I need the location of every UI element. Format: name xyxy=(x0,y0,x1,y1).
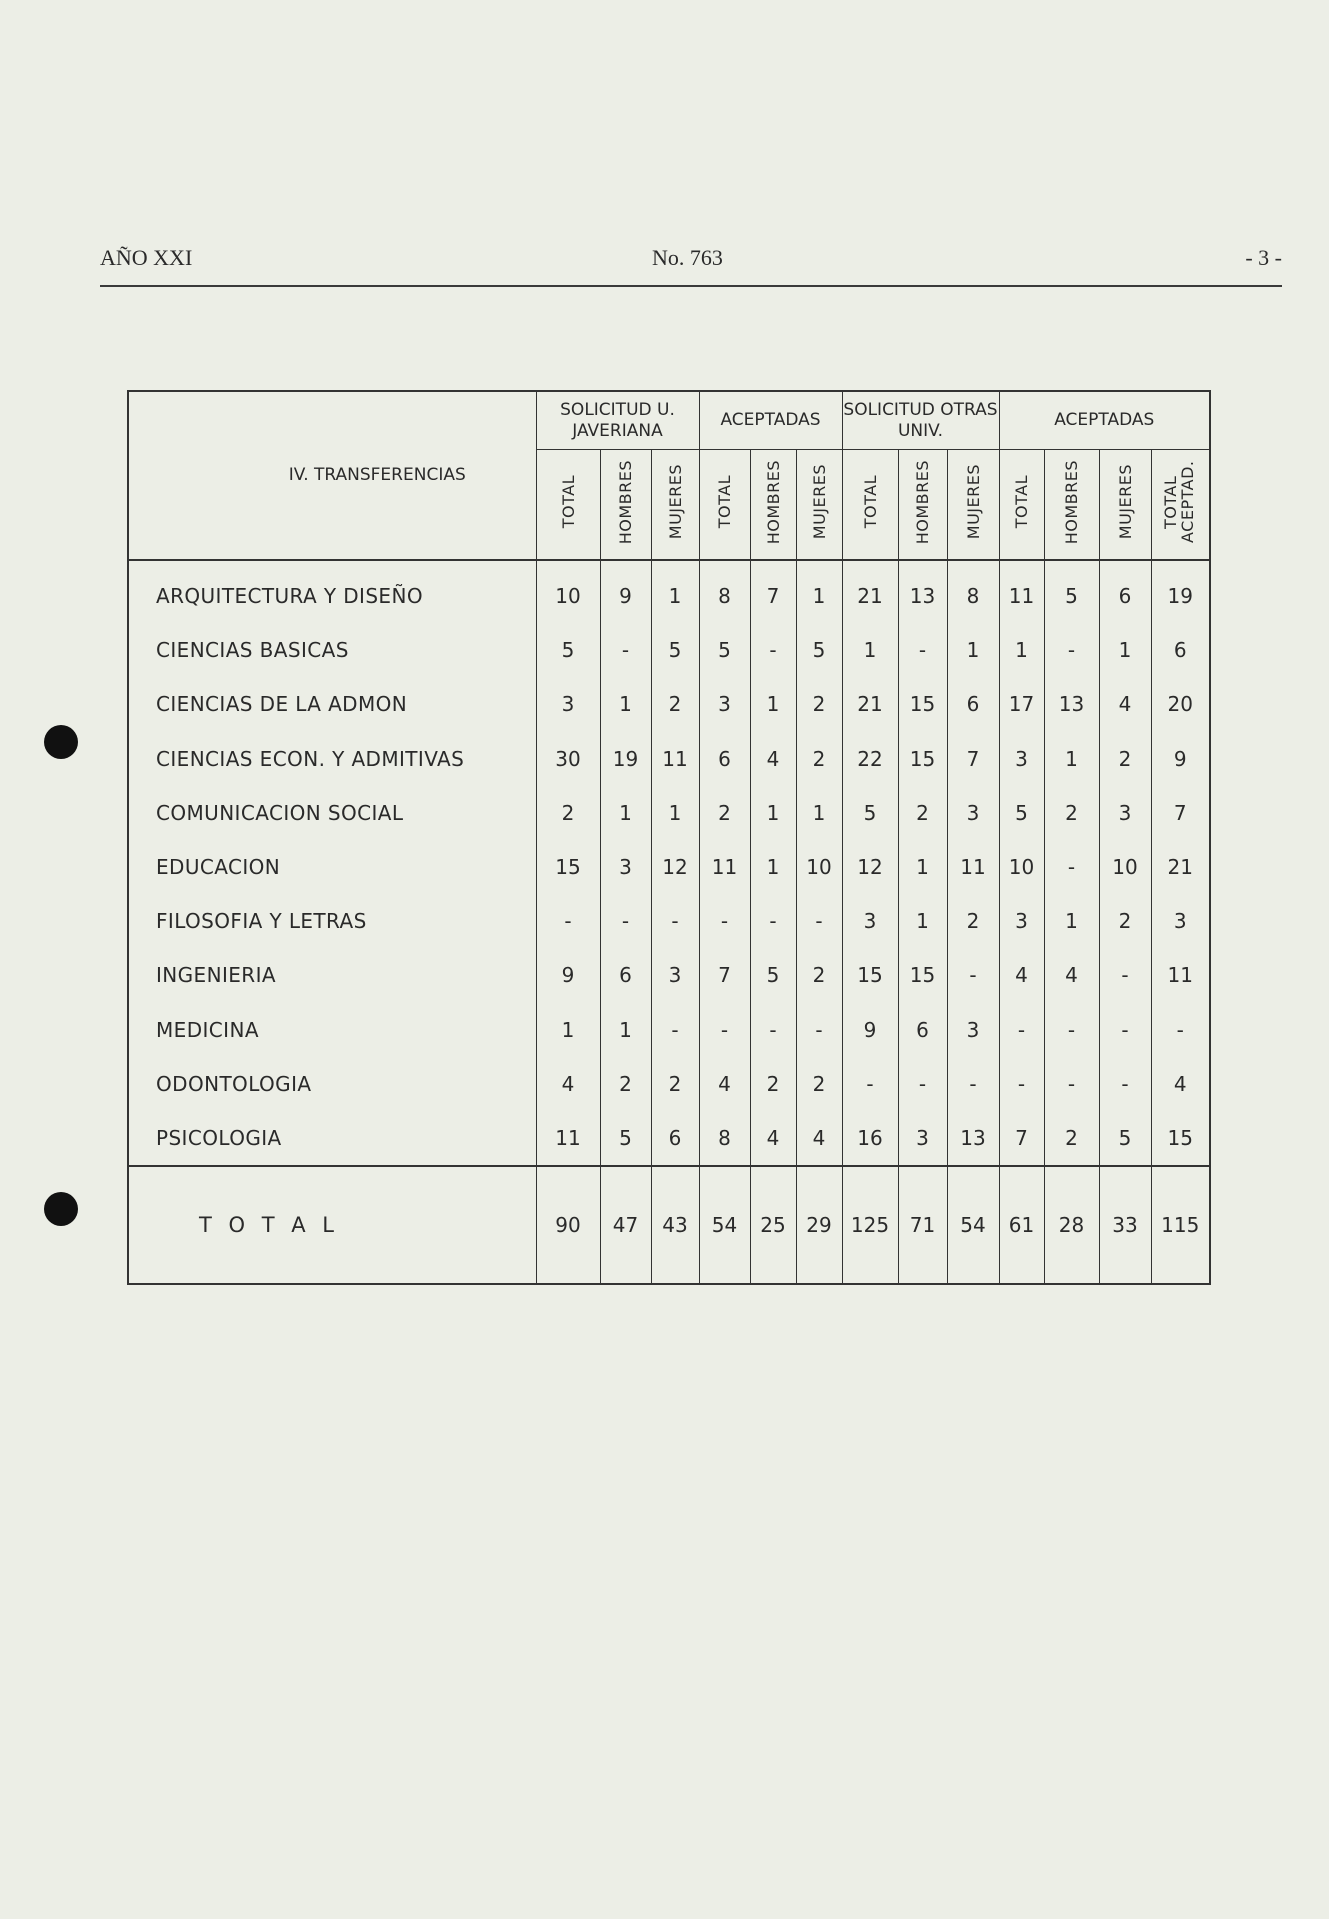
column-header: TOTAL xyxy=(999,450,1044,561)
table-cell: 10 xyxy=(1099,840,1151,894)
table-cell: 7 xyxy=(750,560,796,623)
table-cell: 1 xyxy=(600,786,651,840)
table-cell: 15 xyxy=(898,732,947,786)
table-cell: 13 xyxy=(947,1111,999,1166)
table-cell: 2 xyxy=(699,786,750,840)
table-cell: 8 xyxy=(699,560,750,623)
section-title: IV. TRANSFERENCIAS xyxy=(128,391,536,560)
table-cell: - xyxy=(651,894,699,948)
group-header: SOLICITUD U. JAVERIANA xyxy=(536,391,699,450)
total-cell: 33 xyxy=(1099,1166,1151,1284)
table-cell: 2 xyxy=(796,948,842,1002)
table-cell: 3 xyxy=(999,732,1044,786)
table-cell: 6 xyxy=(1151,623,1210,677)
table-cell: - xyxy=(699,894,750,948)
table-row xyxy=(128,1111,1210,1166)
table-cell: - xyxy=(1044,1057,1099,1111)
group-header-row xyxy=(128,391,1210,450)
table-cell: 8 xyxy=(699,1111,750,1166)
table-row xyxy=(128,677,1210,731)
table-cell: 4 xyxy=(536,1057,600,1111)
table-cell: 1 xyxy=(536,1003,600,1057)
total-cell: 54 xyxy=(699,1166,750,1284)
total-cell: 43 xyxy=(651,1166,699,1284)
table-cell: 6 xyxy=(600,948,651,1002)
table-cell: 8 xyxy=(947,560,999,623)
row-label: CIENCIAS ECON. Y ADMITIVAS xyxy=(128,732,536,786)
row-label: CIENCIAS DE LA ADMON xyxy=(128,677,536,731)
table-cell: 2 xyxy=(796,732,842,786)
table-body xyxy=(128,560,1210,1166)
issue-number: No. 763 xyxy=(652,245,723,270)
table-cell: - xyxy=(651,1003,699,1057)
table-cell: 15 xyxy=(536,840,600,894)
row-label: COMUNICACION SOCIAL xyxy=(128,786,536,840)
table-cell: 1 xyxy=(600,677,651,731)
table-cell: 5 xyxy=(600,1111,651,1166)
table-cell: 13 xyxy=(1044,677,1099,731)
table-row xyxy=(128,623,1210,677)
table-cell: 30 xyxy=(536,732,600,786)
table-cell: 7 xyxy=(699,948,750,1002)
table-cell: 4 xyxy=(750,732,796,786)
transfers-table-container xyxy=(127,390,1211,1285)
table-cell: - xyxy=(536,894,600,948)
column-header: HOMBRES xyxy=(1044,450,1099,561)
table-cell: 21 xyxy=(1151,840,1210,894)
table-cell: 4 xyxy=(796,1111,842,1166)
table-cell: 6 xyxy=(699,732,750,786)
total-cell: 90 xyxy=(536,1166,600,1284)
column-header: TOTAL xyxy=(699,450,750,561)
column-header: TOTAL xyxy=(842,450,898,561)
table-cell: 1 xyxy=(750,786,796,840)
table-cell: 1 xyxy=(898,840,947,894)
table-cell: 3 xyxy=(699,677,750,731)
table-cell: 4 xyxy=(699,1057,750,1111)
table-cell: 1 xyxy=(750,840,796,894)
total-cell: 29 xyxy=(796,1166,842,1284)
table-cell: 15 xyxy=(898,948,947,1002)
table-cell: 3 xyxy=(999,894,1044,948)
column-header: TOTAL xyxy=(536,450,600,561)
table-cell: 1 xyxy=(1099,623,1151,677)
table-cell: - xyxy=(796,894,842,948)
table-cell: 2 xyxy=(1044,1111,1099,1166)
table-row xyxy=(128,1003,1210,1057)
total-cell: 47 xyxy=(600,1166,651,1284)
table-cell: - xyxy=(750,623,796,677)
table-cell: 2 xyxy=(947,894,999,948)
table-cell: 5 xyxy=(536,623,600,677)
column-header: MUJERES xyxy=(651,450,699,561)
row-label: INGENIERIA xyxy=(128,948,536,1002)
table-cell: 6 xyxy=(1099,560,1151,623)
table-row xyxy=(128,948,1210,1002)
transfers-table xyxy=(127,390,1211,1285)
table-cell: 1 xyxy=(1044,894,1099,948)
row-label: EDUCACION xyxy=(128,840,536,894)
table-cell: 2 xyxy=(600,1057,651,1111)
table-cell: 12 xyxy=(842,840,898,894)
table-cell: 15 xyxy=(842,948,898,1002)
total-label: T O T A L xyxy=(128,1166,536,1284)
table-cell: - xyxy=(1044,840,1099,894)
table-cell: 3 xyxy=(536,677,600,731)
table-cell: 5 xyxy=(1044,560,1099,623)
total-cell: 25 xyxy=(750,1166,796,1284)
table-cell: 6 xyxy=(651,1111,699,1166)
table-cell: 11 xyxy=(1151,948,1210,1002)
column-header: MUJERES xyxy=(796,450,842,561)
column-header: MUJERES xyxy=(1099,450,1151,561)
row-label: PSICOLOGIA xyxy=(128,1111,536,1166)
table-cell: - xyxy=(796,1003,842,1057)
table-cell: 5 xyxy=(999,786,1044,840)
total-cell: 125 xyxy=(842,1166,898,1284)
table-cell: 10 xyxy=(536,560,600,623)
table-cell: 5 xyxy=(1099,1111,1151,1166)
table-cell: 7 xyxy=(999,1111,1044,1166)
column-header: HOMBRES xyxy=(898,450,947,561)
table-cell: 3 xyxy=(1151,894,1210,948)
table-cell: 22 xyxy=(842,732,898,786)
table-cell: 2 xyxy=(1044,786,1099,840)
table-cell: 4 xyxy=(750,1111,796,1166)
table-cell: 19 xyxy=(600,732,651,786)
table-cell: - xyxy=(600,623,651,677)
table-cell: 20 xyxy=(1151,677,1210,731)
issue-year: AÑO XXI xyxy=(100,245,193,270)
table-cell: 5 xyxy=(796,623,842,677)
table-cell: 10 xyxy=(999,840,1044,894)
row-label: MEDICINA xyxy=(128,1003,536,1057)
table-cell: 1 xyxy=(999,623,1044,677)
table-cell: - xyxy=(1151,1003,1210,1057)
table-cell: 4 xyxy=(1151,1057,1210,1111)
table-cell: 17 xyxy=(999,677,1044,731)
column-header: TOTAL ACEPTAD. xyxy=(1151,450,1210,561)
table-cell: - xyxy=(750,894,796,948)
table-cell: 19 xyxy=(1151,560,1210,623)
total-row xyxy=(128,1166,1210,1284)
table-row xyxy=(128,894,1210,948)
table-cell: 9 xyxy=(600,560,651,623)
table-cell: 4 xyxy=(1044,948,1099,1002)
table-cell: 2 xyxy=(750,1057,796,1111)
total-cell: 28 xyxy=(1044,1166,1099,1284)
table-cell: 4 xyxy=(999,948,1044,1002)
table-cell: 7 xyxy=(1151,786,1210,840)
table-cell: 2 xyxy=(898,786,947,840)
table-row xyxy=(128,732,1210,786)
table-cell: 10 xyxy=(796,840,842,894)
table-cell: 5 xyxy=(750,948,796,1002)
total-cell: 61 xyxy=(999,1166,1044,1284)
table-cell: 2 xyxy=(1099,732,1151,786)
table-cell: 3 xyxy=(898,1111,947,1166)
table-cell: 1 xyxy=(898,894,947,948)
table-cell: - xyxy=(1099,1057,1151,1111)
total-cell: 54 xyxy=(947,1166,999,1284)
table-row xyxy=(128,840,1210,894)
column-header: HOMBRES xyxy=(600,450,651,561)
table-cell: - xyxy=(999,1003,1044,1057)
row-label: CIENCIAS BASICAS xyxy=(128,623,536,677)
table-cell: - xyxy=(999,1057,1044,1111)
group-header: ACEPTADAS xyxy=(699,391,842,450)
table-cell: 11 xyxy=(651,732,699,786)
table-cell: - xyxy=(1044,623,1099,677)
table-cell: 3 xyxy=(842,894,898,948)
table-cell: 9 xyxy=(842,1003,898,1057)
table-cell: 3 xyxy=(1099,786,1151,840)
table-cell: 1 xyxy=(947,623,999,677)
table-cell: 1 xyxy=(796,560,842,623)
table-cell: - xyxy=(898,1057,947,1111)
table-cell: 12 xyxy=(651,840,699,894)
table-cell: - xyxy=(699,1003,750,1057)
table-row xyxy=(128,786,1210,840)
table-cell: 6 xyxy=(947,677,999,731)
punch-hole-bottom xyxy=(44,1192,78,1226)
table-cell: 16 xyxy=(842,1111,898,1166)
table-cell: - xyxy=(898,623,947,677)
table-cell: 11 xyxy=(947,840,999,894)
table-cell: 21 xyxy=(842,677,898,731)
table-cell: 11 xyxy=(999,560,1044,623)
group-header: SOLICITUD OTRAS UNIV. xyxy=(842,391,999,450)
table-cell: 15 xyxy=(1151,1111,1210,1166)
table-cell: 11 xyxy=(699,840,750,894)
table-cell: - xyxy=(947,1057,999,1111)
table-cell: 2 xyxy=(1099,894,1151,948)
table-cell: 9 xyxy=(1151,732,1210,786)
table-cell: - xyxy=(750,1003,796,1057)
table-cell: - xyxy=(947,948,999,1002)
table-cell: 2 xyxy=(796,677,842,731)
table-cell: 1 xyxy=(842,623,898,677)
table-cell: 1 xyxy=(651,560,699,623)
total-cell: 71 xyxy=(898,1166,947,1284)
table-cell: 3 xyxy=(600,840,651,894)
table-cell: 2 xyxy=(536,786,600,840)
table-cell: - xyxy=(842,1057,898,1111)
table-cell: 3 xyxy=(947,786,999,840)
table-row xyxy=(128,1057,1210,1111)
table-row xyxy=(128,560,1210,623)
row-label: ODONTOLOGIA xyxy=(128,1057,536,1111)
table-cell: 1 xyxy=(796,786,842,840)
punch-hole-top xyxy=(44,725,78,759)
table-cell: 5 xyxy=(699,623,750,677)
table-cell: - xyxy=(1044,1003,1099,1057)
table-cell: 1 xyxy=(600,1003,651,1057)
table-cell: - xyxy=(1099,1003,1151,1057)
total-cell: 115 xyxy=(1151,1166,1210,1284)
page-number: - 3 - xyxy=(1245,245,1282,270)
table-cell: 1 xyxy=(750,677,796,731)
table-cell: 15 xyxy=(898,677,947,731)
table-cell: 6 xyxy=(898,1003,947,1057)
table-cell: 5 xyxy=(842,786,898,840)
column-header: MUJERES xyxy=(947,450,999,561)
table-cell: 2 xyxy=(651,1057,699,1111)
table-cell: 5 xyxy=(651,623,699,677)
row-label: ARQUITECTURA Y DISEÑO xyxy=(128,560,536,623)
table-cell: 11 xyxy=(536,1111,600,1166)
table-cell: 9 xyxy=(536,948,600,1002)
table-cell: 3 xyxy=(651,948,699,1002)
table-cell: 2 xyxy=(651,677,699,731)
table-cell: 1 xyxy=(1044,732,1099,786)
table-cell: 1 xyxy=(651,786,699,840)
row-label: FILOSOFIA Y LETRAS xyxy=(128,894,536,948)
table-cell: 3 xyxy=(947,1003,999,1057)
table-cell: 13 xyxy=(898,560,947,623)
table-cell: 21 xyxy=(842,560,898,623)
table-cell: 7 xyxy=(947,732,999,786)
table-cell: - xyxy=(600,894,651,948)
table-cell: 4 xyxy=(1099,677,1151,731)
page-header xyxy=(100,245,1282,287)
group-header: ACEPTADAS xyxy=(999,391,1210,450)
table-cell: 2 xyxy=(796,1057,842,1111)
table-cell: - xyxy=(1099,948,1151,1002)
column-header: HOMBRES xyxy=(750,450,796,561)
